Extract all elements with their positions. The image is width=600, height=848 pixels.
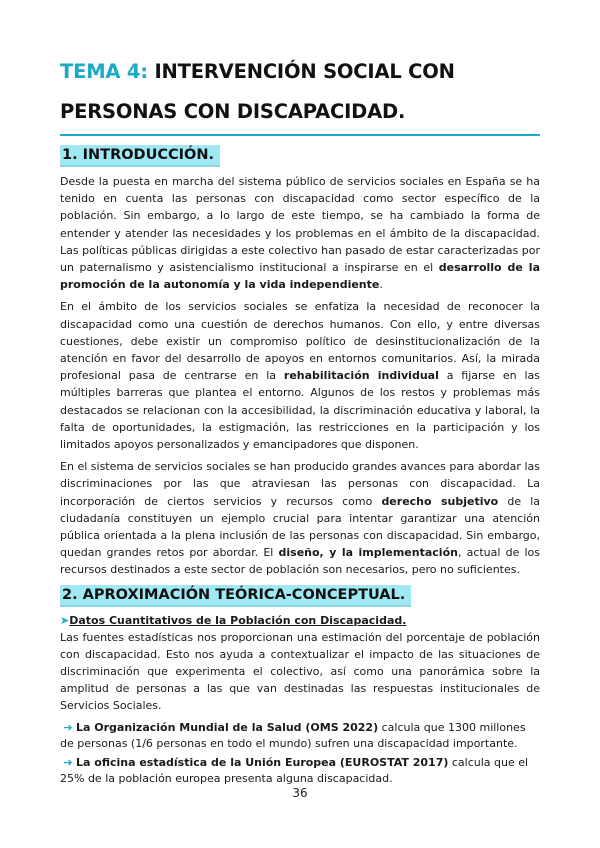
document-page: [60, 52, 540, 790]
title-tema: TEMA 4:: [60, 60, 148, 83]
subheading-datos: ➤Datos Cuantitativos de la Población con Discapacidad.: [60, 613, 407, 627]
title-line2: PERSONAS CON DISCAPACIDAD.: [60, 100, 406, 123]
page-number: 36: [292, 786, 308, 800]
paragraph: En el sistema de servicios sociales se han producido grandes avances para abordar las discriminaciones por las que atraviesan las personas con discapacidad. La incorporación de ciertos servicios y recursos como derecho subjetivo de la ciudadanía constituyen un ejemplo crucial para intentar garantizar una atención pública orientada a la plena inclusión de las personas con discapacidad. Sin embargo, quedan grandes retos por abordar. El diseño, y la implementación, actual de los recursos destinados a este sector de población son necesarios, pero no suficientes.: [60, 460, 541, 577]
title-divider: [60, 134, 540, 136]
title-line1: INTERVENCIÓN SOCIAL CON: [154, 60, 455, 83]
paragraph: Desde la puesta en marcha del sistema público de servicios sociales en España se ha tenido en cuenta las personas con discapacidad como sector específico de la población. Sin embargo, a lo largo de este tiempo, se ha cambiado la forma de entender y atender las necesidades y los problemas en el ámbito de la discapacidad. Las políticas públicas dirigidas a este colectivo han pasado de estar caracterizadas por un paternalismo y asistencialismo institucional a inspirarse en el desarrollo de la promoción de la autonomía y la vida independiente.: [60, 175, 540, 292]
arrow-icon: ➔: [63, 755, 73, 769]
paragraph: Las fuentes estadísticas nos proporcionan una estimación del porcentaje de población con discapacidad. Esto nos ayuda a contextualizar el impacto de las situaciones de discriminación que experimenta el colectivo, así como una panorámica sobre la amplitud de personas a las que van destinadas las respuestas institucionales de Servicios Sociales.: [60, 630, 540, 713]
list-item: ➔ La oficina estadística de la Unión Europea (EUROSTAT 2017) calcula que el 25% de la población europea presenta alguna discapacidad.: [60, 755, 529, 786]
paragraph: En el ámbito de los servicios sociales se enfatiza la necesidad de reconocer la discapacidad como una cuestión de derechos humanos. Con ello, y entre diversas cuestiones, debe existir un compromiso político de desinstitucionalización de la atención en favor del desarrollo de apoyos en entornos comunitarios. Así, la mirada profesional pasa de centrarse en la rehabilitación individual a fijarse en las múltiples barreras que plantea el entorno. Algunos de los restos y problemas más destacados se relacionan con la accesibilidad, la discriminación educativa y laboral, la falta de oportunidades, la estigmación, las restricciones en la participación y los limitados apoyos personalizados y emancipadores que disponen.: [60, 300, 540, 452]
section-heading-aproximacion: 2. APROXIMACIÓN TEÓRICA-CONCEPTUAL.: [60, 584, 540, 607]
section-heading-introduccion: 1. INTRODUCCIÓN.: [60, 144, 540, 167]
arrow-icon: ➤: [60, 613, 70, 627]
arrow-icon: ➔: [63, 720, 73, 734]
list-item: ➔ La Organización Mundial de la Salud (OMS 2022) calcula que 1300 millones de personas (1/6 personas en todo el mundo) sufren una discapacidad importante.: [60, 720, 526, 751]
page-title: [60, 52, 540, 132]
